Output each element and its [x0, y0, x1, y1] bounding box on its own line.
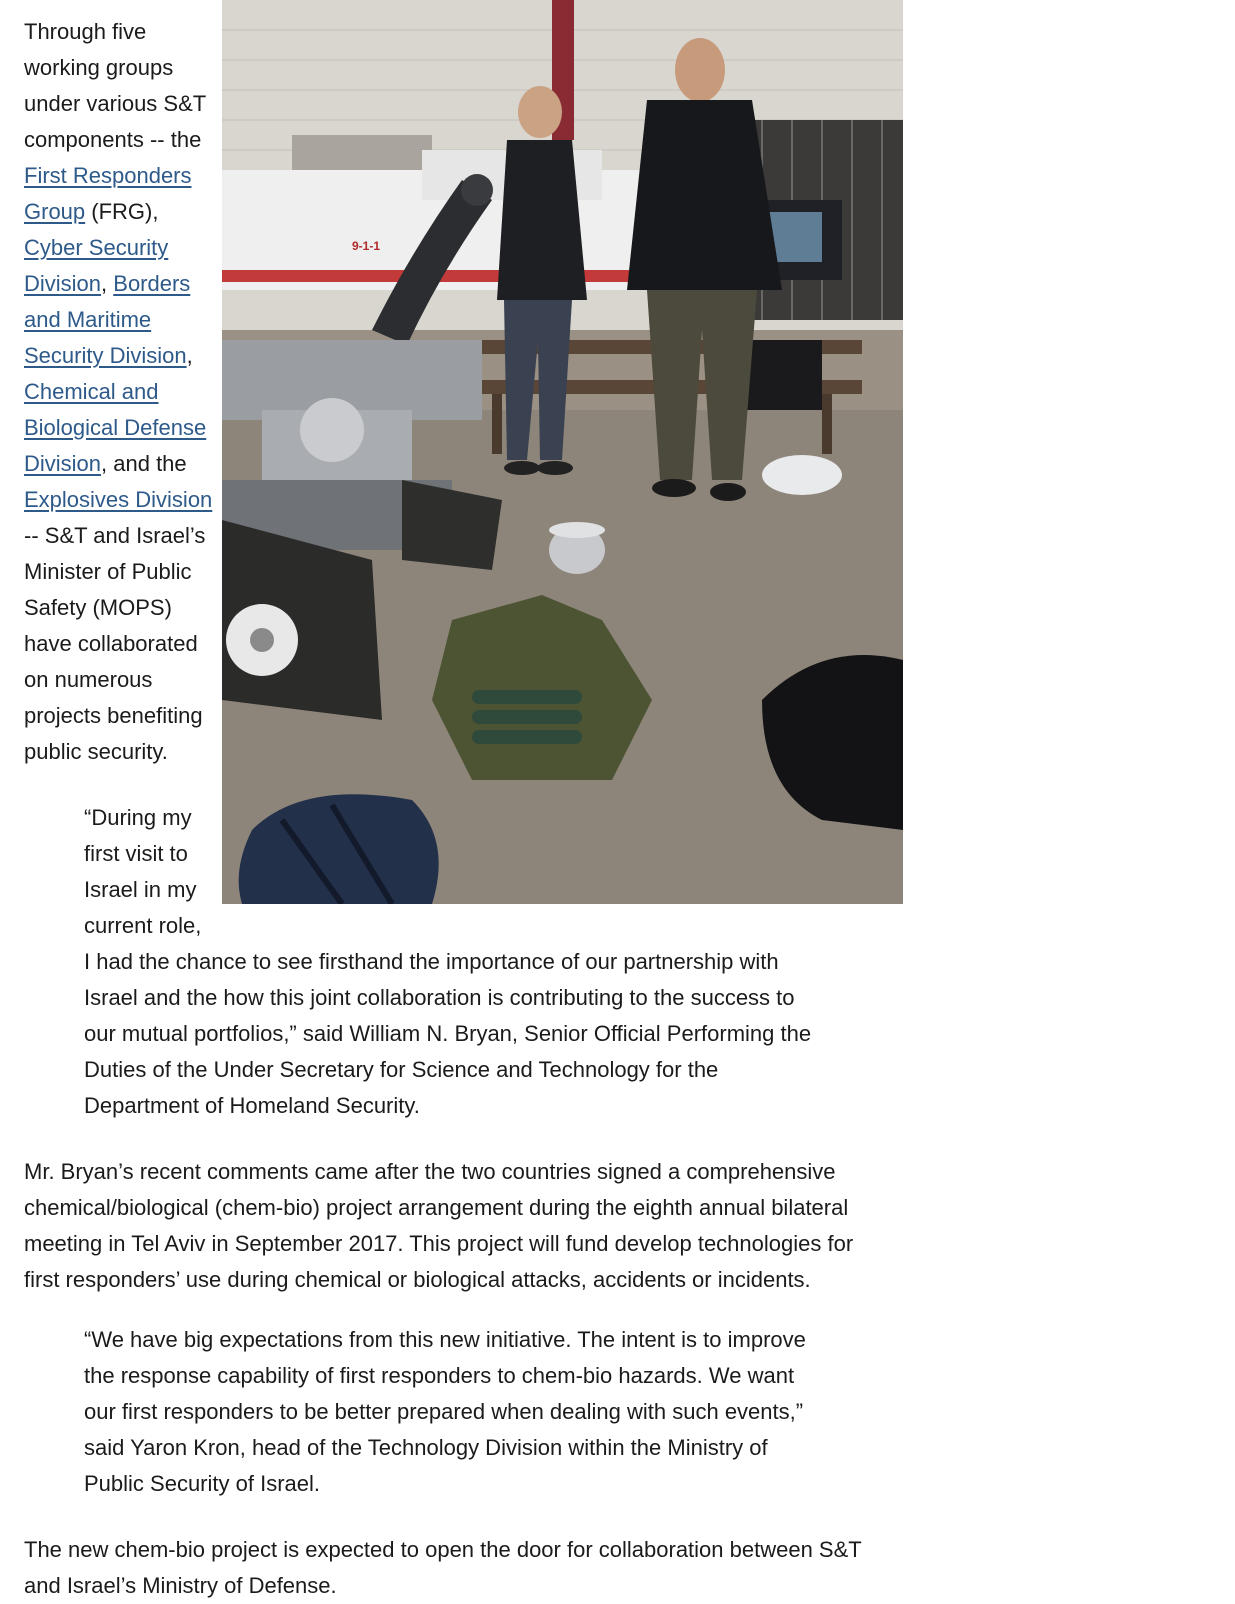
intro-line [24, 230, 224, 266]
intro-line [24, 338, 224, 374]
chem-bio-defense-link[interactable]: Chemical and [24, 379, 159, 404]
intro-line [24, 446, 224, 482]
quote-line: Public Security of Israel. [84, 1471, 320, 1496]
intro-line: working groups [24, 55, 174, 80]
paragraph-line: first responders’ use during chemical or biological attacks, accidents or incidents. [24, 1267, 811, 1292]
intro-paragraph [24, 14, 224, 770]
intro-line: on numerous [24, 667, 153, 692]
quote-line: first visit to [84, 841, 188, 866]
intro-line: public security. [24, 739, 168, 764]
quote-line: the response capability of first responders to chem-bio hazards. We want [84, 1363, 795, 1388]
and-the: , and the [101, 451, 187, 476]
intro-line: Minister of Public [24, 559, 192, 584]
paragraph-line: Mr. Bryan’s recent comments came after the two countries signed a comprehensive [24, 1159, 836, 1184]
intro-line: projects benefiting [24, 703, 203, 728]
quote-line: Israel and the how this joint collaboration is contributing to the success to [84, 985, 795, 1010]
quote-kron [84, 1322, 864, 1502]
article-photo [222, 0, 903, 904]
quote-line: Israel in my [84, 877, 197, 902]
quote-line: I had the chance to see firsthand the importance of our partnership with [84, 949, 779, 974]
intro-line: -- S&T and Israel’s [24, 523, 206, 548]
intro-line [24, 374, 224, 410]
intro-line: have collaborated [24, 631, 198, 656]
quote-line: our first responders to be better prepared when dealing with such events,” [84, 1399, 804, 1424]
comma: , [186, 343, 193, 368]
quote-line: “We have big expectations from this new initiative. The intent is to improve [84, 1327, 806, 1352]
intro-line [24, 158, 224, 194]
first-responders-group-link[interactable]: First Responders [24, 163, 192, 188]
chem-bio-defense-link-cont[interactable]: Division [24, 451, 102, 476]
cyber-security-division-link[interactable]: Cyber Security [24, 235, 169, 260]
quote-line: said Yaron Kron, head of the Technology Division within the Ministry of [84, 1435, 768, 1460]
intro-line: under various S&T [24, 91, 207, 116]
intro-line [24, 410, 224, 446]
quote-bryan-start [84, 800, 219, 944]
borders-maritime-link-cont[interactable]: Security Division [24, 343, 187, 368]
intro-line [24, 302, 224, 338]
closing-paragraph [24, 1532, 904, 1604]
quote-bryan-cont [84, 944, 864, 1124]
intro-line [24, 266, 224, 302]
borders-maritime-link[interactable]: Borders [113, 271, 191, 296]
quote-line: Duties of the Under Secretary for Science and Technology for the [84, 1057, 719, 1082]
intro-line: components -- the [24, 127, 202, 152]
paragraph-line: chemical/biological (chem-bio) project arrangement during the eighth annual bilateral [24, 1195, 849, 1220]
quote-line: Department of Homeland Security. [84, 1093, 420, 1118]
frg-suffix: (FRG), [85, 199, 159, 224]
intro-line [24, 194, 224, 230]
explosives-division-link[interactable]: Explosives Division [24, 487, 213, 512]
intro-line: Through five [24, 19, 147, 44]
comma: , [101, 271, 114, 296]
quote-line: “During my [84, 805, 192, 830]
first-responders-group-link-cont[interactable]: Group [24, 199, 86, 224]
quote-line: current role, [84, 913, 202, 938]
photo-illustration [222, 0, 903, 904]
paragraph-line: and Israel’s Ministry of Defense. [24, 1573, 337, 1598]
chem-bio-defense-link-cont[interactable]: Biological Defense [24, 415, 207, 440]
quote-line: our mutual portfolios,” said William N. Bryan, Senior Official Performing the [84, 1021, 812, 1046]
paragraph-line: meeting in Tel Aviv in September 2017. This project will fund develop technologies for [24, 1231, 854, 1256]
chem-bio-paragraph [24, 1154, 904, 1298]
cyber-security-division-link-cont[interactable]: Division [24, 271, 102, 296]
truck-text: 9-1-1 [352, 239, 381, 253]
paragraph-line: The new chem-bio project is expected to open the door for collaboration between S&T [24, 1537, 862, 1562]
borders-maritime-link-cont[interactable]: and Maritime [24, 307, 152, 332]
intro-line [24, 482, 224, 518]
intro-line: Safety (MOPS) [24, 595, 172, 620]
